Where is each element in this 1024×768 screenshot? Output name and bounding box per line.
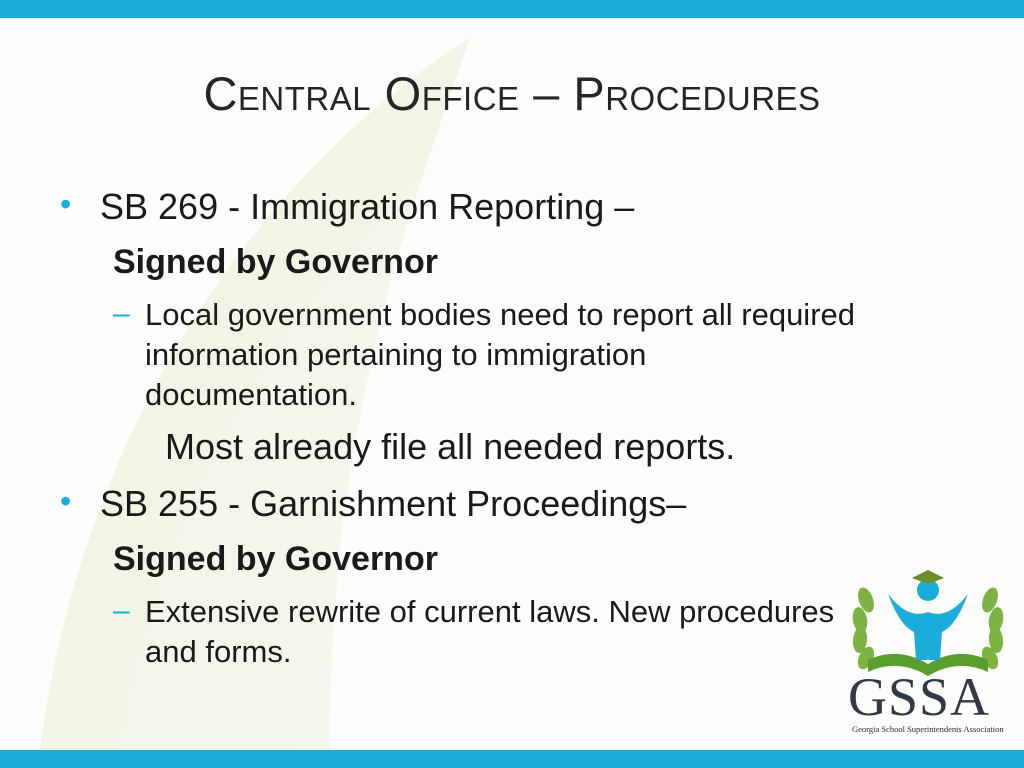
- logo-subtitle: Georgia School Superintendents Association: [852, 724, 1004, 734]
- sub-bullet-dash: –: [113, 297, 130, 330]
- signed-status-sb255: Signed by Governor: [113, 540, 438, 578]
- bottom-accent-bar: [0, 750, 1024, 768]
- signed-status-sb269: Signed by Governor: [113, 243, 438, 281]
- bullet-marker: •: [60, 186, 72, 222]
- title-initial-2: O: [384, 67, 422, 120]
- logo-wordmark: GSSA: [848, 667, 991, 727]
- sub-bullet-line: and forms.: [145, 634, 292, 669]
- note-sb269: Most already file all needed reports.: [165, 426, 736, 467]
- sub-bullet-line: Local government bodies need to report all required: [145, 297, 856, 332]
- bullet-heading-sb269: SB 269 - Immigration Reporting –: [100, 186, 635, 227]
- bullet-heading-sb255: SB 255 - Garnishment Proceedings–: [100, 483, 687, 524]
- title-word-3: rocedures: [605, 67, 821, 120]
- sub-bullet-line: information pertaining to immigration: [145, 337, 647, 372]
- title-initial-3: P: [573, 67, 606, 120]
- bullet-marker: •: [60, 483, 72, 519]
- sub-bullet-line: documentation.: [145, 377, 357, 412]
- sub-bullet-dash: –: [113, 594, 130, 627]
- title-word-1: entral: [237, 67, 385, 120]
- title-word-2: ffice –: [421, 67, 574, 120]
- sub-bullet-line: Extensive rewrite of current laws. New procedures: [145, 594, 835, 629]
- title-initial-1: C: [203, 67, 238, 120]
